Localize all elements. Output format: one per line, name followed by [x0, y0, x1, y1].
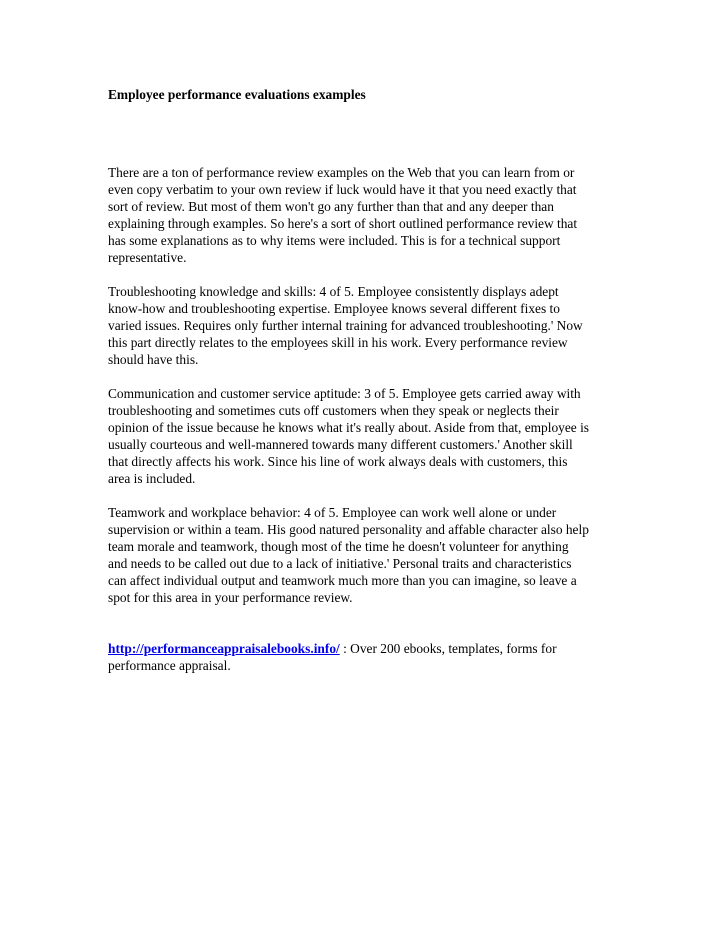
paragraph-teamwork [108, 504, 628, 606]
text-line: varied issues. Requires only further internal training for advanced troubleshooting.' Now [108, 318, 583, 333]
text-line: explaining through examples. So here's a sort of short outlined performance review that [108, 216, 578, 231]
text-line: troubleshooting and sometimes cuts off customers when they speak or neglects their [108, 403, 559, 418]
text-line: Communication and customer service aptitude: 3 of 5. Employee gets carried away with [108, 386, 581, 401]
text-line: Troubleshooting knowledge and skills: 4 of 5. Employee consistently displays adept [108, 284, 559, 299]
text-line: spot for this area in your performance review. [108, 590, 353, 605]
text-line: and needs to be called out due to a lack of initiative.' Personal traits and characteristics [108, 556, 572, 571]
footer-line [108, 640, 628, 657]
text-line: has some explanations as to why items were included. This is for a technical support [108, 233, 561, 248]
text-line: There are a ton of performance review examples on the Web that you can learn from or [108, 165, 575, 180]
footer-paragraph [108, 640, 628, 674]
paragraph-communication [108, 385, 628, 487]
text-line: representative. [108, 250, 187, 265]
text-line: usually courteous and well-mannered towards many different customers.' Another skill [108, 437, 573, 452]
ebooks-link[interactable]: http://performanceappraisalebooks.info/ [108, 641, 340, 656]
document-body [108, 164, 628, 687]
text-line: Teamwork and workplace behavior: 4 of 5. Employee can work well alone or under [108, 505, 557, 520]
text-line: area is included. [108, 471, 196, 486]
text-line: even copy verbatim to your own review if luck would have it that you need exactly that [108, 182, 577, 197]
document-title: Employee performance evaluations examples [108, 87, 366, 102]
paragraph-intro [108, 164, 628, 266]
footer-description: : Over 200 ebooks, templates, forms for [339, 641, 557, 656]
paragraph-troubleshooting [108, 283, 628, 368]
text-line: should have this. [108, 352, 199, 367]
text-line: can affect individual output and teamwork much more than you can imagine, so leave a [108, 573, 577, 588]
text-line: know-how and troubleshooting expertise. Employee knows several different fixes to [108, 301, 560, 316]
footer-line-2: performance appraisal. [108, 658, 231, 673]
text-line: team morale and teamwork, though most of the time he doesn't volunteer for anything [108, 539, 569, 554]
text-line: sort of review. But most of them won't go any further than that and any deeper than [108, 199, 554, 214]
text-line: opinion of the issue because he knows what it's really about. Aside from that, employee is [108, 420, 590, 435]
text-line: that directly affects his work. Since his line of work always deals with customers, this [108, 454, 568, 469]
text-line: supervision or within a team. His good natured personality and affable character also help [108, 522, 589, 537]
text-line: this part directly relates to the employees skill in his work. Every performance review [108, 335, 568, 350]
